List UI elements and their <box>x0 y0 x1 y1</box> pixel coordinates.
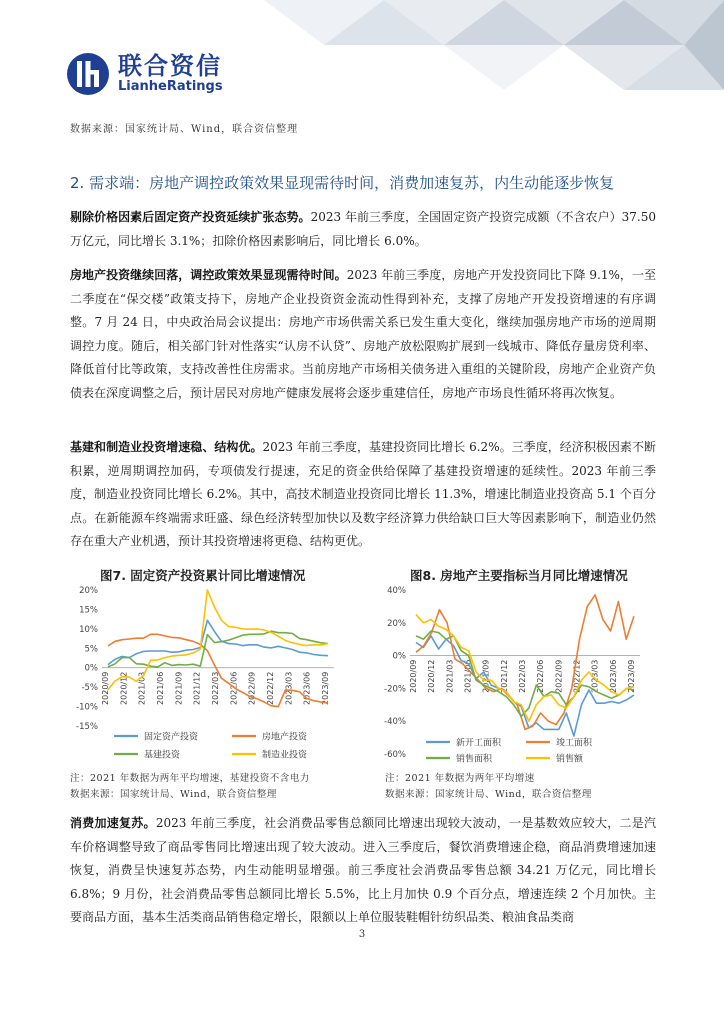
y-tick-label: 5% <box>84 644 98 655</box>
x-tick-label: 2021/12 <box>192 671 202 705</box>
paragraph-infrastructure <box>70 436 656 554</box>
y-tick-label: 0% <box>392 651 406 662</box>
y-tick-label: 20% <box>79 586 98 596</box>
x-tick-label: 2020/09 <box>101 671 110 705</box>
x-tick-label: 2022/03 <box>518 659 527 693</box>
y-tick-label: -60% <box>384 750 406 760</box>
fig7-note: 注：2021 年数据为两年平均增速，基建投资不含电力 <box>70 773 310 784</box>
fig7-source: 数据来源：国家统计局、Wind，联合资信整理 <box>70 789 277 800</box>
legend-label: 销售面积 <box>456 754 493 765</box>
paragraph-consumption <box>70 812 656 930</box>
x-tick-label: 2022/06 <box>229 671 239 705</box>
y-tick-label: -15% <box>76 722 98 732</box>
y-tick-label: 10% <box>79 624 98 635</box>
logo-chinese-name: 联合资信 <box>118 52 222 80</box>
x-tick-label: 2022/09 <box>247 671 257 705</box>
legend-label: 制造业投资 <box>262 750 308 761</box>
lianhe-logo <box>66 52 223 96</box>
y-tick-label: 20% <box>387 618 406 629</box>
paragraph-lead: 房地产投资继续回落，调控政策效果显现需待时间。 <box>70 268 347 282</box>
x-tick-label: 2021/03 <box>445 659 455 693</box>
y-tick-label: 40% <box>387 586 406 596</box>
fig8-source: 数据来源：国家统计局、Wind，联合资信整理 <box>385 789 592 800</box>
paragraph-lead: 消费加速复苏。 <box>70 816 156 830</box>
y-tick-label: -20% <box>384 684 406 695</box>
fig8-legend <box>378 732 668 772</box>
y-tick-label: 15% <box>79 605 98 616</box>
paragraph-fixed-investment <box>70 206 656 253</box>
fig8-note: 注：2021 年数据为两年平均增速 <box>385 773 535 784</box>
lianhe-logo-icon <box>66 52 110 96</box>
y-tick-label: -10% <box>76 702 98 713</box>
x-tick-label: 2023/06 <box>608 659 618 693</box>
top-data-source: 数据来源：国家统计局、Wind，联合资信整理 <box>70 124 299 135</box>
paragraph-body: 2023 年前三季度，基建投资同比增长 6.2%。三季度，经济积极因素不断积累，逆周期调控加码，专项债发行提速，充足的资金供给保障了基建投资增速的延续性。2023 年前三季度，制造业投资同比增长 6.2%。其中，高技术制造业投资同比增长 11.3%，增速比制造业投资高 5.1 个百分点。在新能源车终端需求旺盛、绿色经济转型加快以及数字经济算力供给缺口巨大等因素影响下，制造业仍然存在重大产业机遇，预计其投资增速将更稳、结构更优。 <box>70 440 656 548</box>
paragraph-real-estate <box>70 264 656 405</box>
legend-label: 竣工面积 <box>556 738 593 749</box>
x-tick-label: 2022/06 <box>536 659 546 693</box>
paragraph-lead: 基建和制造业投资增速稳、结构优。 <box>70 440 263 454</box>
legend-label: 基建投资 <box>144 750 181 761</box>
legend-label: 销售额 <box>556 754 584 765</box>
paragraph-body: 2023 年前三季度，社会消费品零售总额同比增速出现较大波动，一是基数效应较大，二是汽车价格调整导致了商品零售同比增速出现了较大波动。进入三季度后，餐饮消费增速企稳，商品消费增速加速恢复，消费呈快速复苏态势，内生动能明显增强。前三季度社会消费品零售总额 34.21 万亿元，同比增长 6.8%；9 月份，社会消费品零售总额同比增长 5.5%，比上月加快 0.9 个百分点，增速连续 2 个月加快。主要商品方面，基本生活类商品销售稳定增长，限额以上单位服装鞋帽针纺织品类、粮油食品类商 <box>70 816 656 924</box>
x-tick-label: 2020/12 <box>427 659 437 693</box>
x-tick-label: 2021/06 <box>463 659 473 693</box>
x-tick-label: 2022/03 <box>211 671 220 705</box>
x-tick-label: 2023/03 <box>284 671 294 705</box>
legend-label: 新开工面积 <box>456 738 502 749</box>
legend-label: 房地产投资 <box>262 732 308 743</box>
paragraph-body: 2023 年前三季度，房地产开发投资同比下降 9.1%，一至二季度在“保交楼”政策支持下，房地产企业投资资金流动性得到补充，支撑了房地产开发投资增速的有序调整。7 月 24 日，中央政治局会议提出：房地产市场供需关系已发生重大变化，继续加强房地产市场的逆周期调控力度。随后，相关部门针对性落实“认房不认贷”、房地产放松限购扩展到一线城市、降低存量房贷利率、降低首付比等政策，支持改善性住房需求。当前房地产市场相关债务进入重组的关键阶段，房地产企业资产负债表在深度调整之后，预计居民对房地产健康发展将会逐步重建信任，房地产市场良性循环将再次恢复。 <box>70 268 656 400</box>
y-tick-label: -40% <box>384 717 406 728</box>
x-tick-label: 2022/09 <box>554 659 564 693</box>
logo-english-name: LianheRatings <box>118 79 223 94</box>
x-tick-label: 2021/09 <box>174 671 184 705</box>
legend-label: 固定资产投资 <box>144 732 199 743</box>
x-tick-label: 2021/06 <box>156 671 165 705</box>
x-tick-label: 2021/09 <box>481 659 491 693</box>
fig7-title: 图7. 固定资产投资累计同比增速情况 <box>100 568 306 583</box>
x-tick-label: 2023/03 <box>590 659 600 693</box>
y-tick-label: -5% <box>81 683 98 694</box>
header-decoration <box>264 0 724 90</box>
x-tick-label: 2020/09 <box>409 659 418 693</box>
page-number: 3 <box>358 929 366 940</box>
fig8-title: 图8. 房地产主要指标当月同比增速情况 <box>410 568 628 583</box>
paragraph-body: 2023 年前三季度，全国固定资产投资完成额（不含农户）37.50 万亿元，同比增长 3.1%；扣除价格因素影响后，同比增长 6.0%。 <box>70 210 656 248</box>
x-tick-label: 2022/12 <box>572 659 582 693</box>
x-tick-label: 2023/06 <box>302 671 312 705</box>
x-tick-label: 2023/09 <box>321 671 330 705</box>
x-tick-label: 2020/12 <box>119 671 129 705</box>
y-tick-label: 0% <box>84 663 98 674</box>
fig7-legend <box>64 726 364 766</box>
x-tick-label: 2022/12 <box>266 671 275 705</box>
paragraph-lead: 剔除价格因素后固定资产投资延续扩张态势。 <box>70 210 311 224</box>
x-tick-label: 2021/03 <box>137 671 147 705</box>
x-tick-label: 2021/12 <box>499 659 509 693</box>
section-title: 2. 需求端：房地产调控政策效果显现需待时间，消费加速复苏，内生动能逐步恢复 <box>70 174 615 192</box>
x-tick-label: 2023/09 <box>627 659 636 693</box>
